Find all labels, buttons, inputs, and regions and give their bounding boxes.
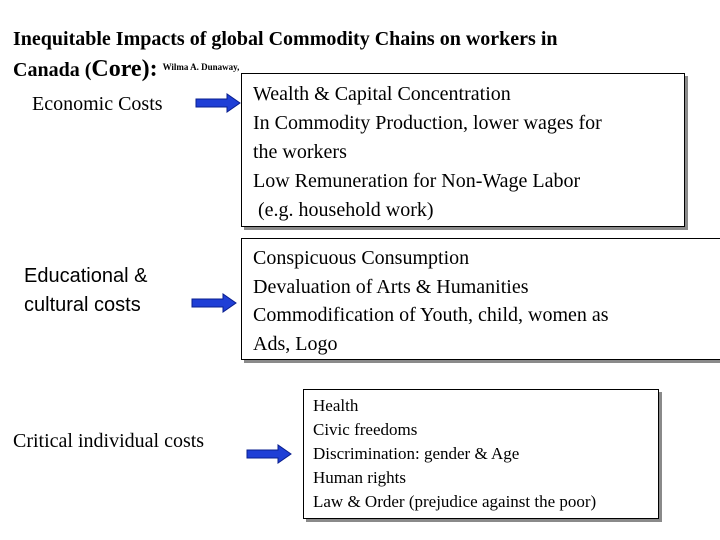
critical-individual-costs-box <box>303 389 659 519</box>
box-line: Discrimination: gender & Age <box>313 444 520 463</box>
box-line: Health <box>313 396 359 415</box>
box-line: Low Remuneration for Non-Wage Labor <box>253 170 581 192</box>
box-line: Devaluation of Arts & Humanities <box>253 275 529 298</box>
title-prefix: Canada ( <box>13 59 92 81</box>
author-credit: Wilma A. Dunaway, <box>162 62 240 72</box>
arrow-right-icon <box>246 444 292 464</box>
box-line: Ads, Logo <box>253 332 338 355</box>
box-line: Commodification of Youth, child, women as <box>253 304 609 326</box>
economic-costs-box <box>241 73 685 227</box>
label-line: cultural costs <box>24 294 141 316</box>
title-core: Core) <box>91 56 150 82</box>
box-line: In Commodity Production, lower wages for <box>253 112 602 134</box>
critical-individual-costs-label: Critical individual costs <box>13 430 205 452</box>
arrow-right-icon <box>191 293 237 313</box>
educational-cultural-costs-box <box>241 238 720 360</box>
box-line: the workers <box>253 141 347 163</box>
box-line: Law & Order (prejudice against the poor) <box>313 492 597 511</box>
box-line: Human rights <box>313 468 407 487</box>
title-colon: : <box>149 56 158 82</box>
box-line: (e.g. household work) <box>253 199 434 221</box>
arrow-right-icon <box>195 93 241 113</box>
title-line-1: Inequitable Impacts of global Commodity Chains on workers in <box>13 28 558 50</box>
box-line: Civic freedoms <box>313 420 418 439</box>
box-line: Conspicuous Consumption <box>253 247 470 269</box>
label-line: Educational & <box>24 265 148 287</box>
educational-cultural-costs-label <box>24 262 147 320</box>
box-line: Wealth & Capital Concentration <box>253 83 511 105</box>
economic-costs-label: Economic Costs <box>32 93 163 115</box>
